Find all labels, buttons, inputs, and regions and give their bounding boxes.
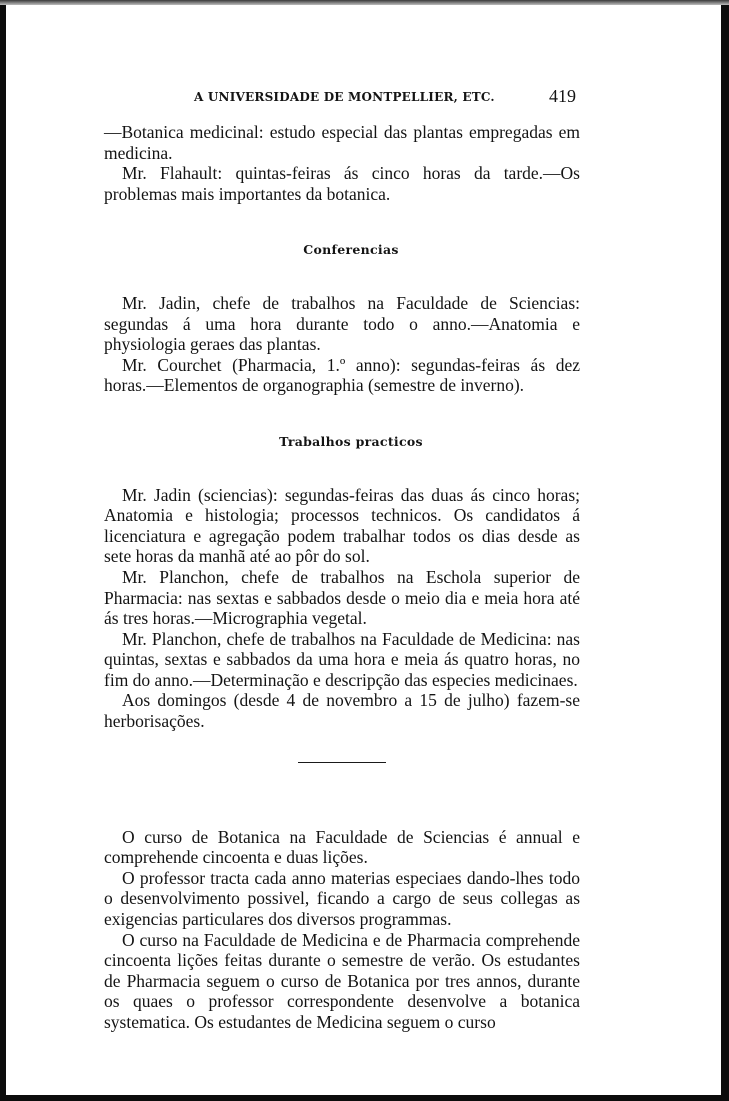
scan-border-top [0,0,729,5]
page-body [104,122,580,1033]
paragraph-planchon-pharmacia: Mr. Planchon, chefe de trabalhos na Eschola superior de Pharmacia: nas sextas e sabbados desde o meio dia e meia hora até ás tres horas.—Micrographia vegetal. [104,566,580,629]
scan-border-left [0,0,6,1101]
paragraph-herborisacoes: Aos domingos (desde 4 de novembro a 15 de julho) fazem-se herborisações. [104,690,580,732]
scan-border-bottom [0,1095,729,1101]
paragraph-curso-medicina: O curso na Faculdade de Medicina e de Pharmacia comprehende cincoenta lições feitas durante o semestre de verão. Os estudantes de Pharmacia seguem o curso de Botanica por tres annos, durante os quaes o professor correspondente desenvolve a botanica systematica. Os estudantes de Medicina seguem o curso [104,929,580,1032]
paragraph-planchon-medicina: Mr. Planchon, chefe de trabalhos na Faculdade de Medicina: nas quintas, sextas e sabbados da uma hora e meia ás quatro horas, no fim do anno.—Determinação e descripção das especies medicinaes. [104,628,580,690]
paragraph-curso-sciencias: O curso de Botanica na Faculdade de Sciencias é annual e comprehende cincoenta e duas lições. [104,826,580,868]
section-title-trabalhos: Trabalhos practicos [279,433,423,449]
paragraph-courchet: Mr. Courchet (Pharmacia, 1.º anno): segundas-feiras ás dez horas.—Elementos de organographia (semestre de inverno). [104,354,580,396]
page-header [104,86,580,112]
paragraph-jadin-sciencias: Mr. Jadin (sciencias): segundas-feiras das duas ás cinco horas; Anatomia e histologia; processos technicos. Os candidatos á licenciatura e agregação podem trabalhar todos os dias desde as sete horas da manhã até ao pôr do sol. [104,484,580,567]
scan-border-right [721,0,729,1101]
paragraph-jadin-conferencia: Mr. Jadin, chefe de trabalhos na Faculdade de Sciencias: segundas á uma hora durante todo o anno.—Anatomia e physiologia geraes das plantas. [104,292,580,355]
section-divider [298,762,386,763]
paragraph-botanica-medicinal: —Botanica medicinal: estudo especial das plantas empregadas em medicina. [104,122,580,163]
running-title: A UNIVERSIDADE DE MONTPELLIER, ETC. [194,90,495,104]
paragraph-flahault: Mr. Flahault: quintas-feiras ás cinco horas da tarde.—Os problemas mais importantes da botanica. [104,163,580,204]
paragraph-professor: O professor tracta cada anno materias especiaes dando-lhes todo o desenvolvimento possivel, ficando a cargo de seus collegas as exigencias particulares dos diversos programmas. [104,867,580,930]
page-number: 419 [549,86,576,106]
section-title-conferencias: Conferencias [303,242,399,258]
